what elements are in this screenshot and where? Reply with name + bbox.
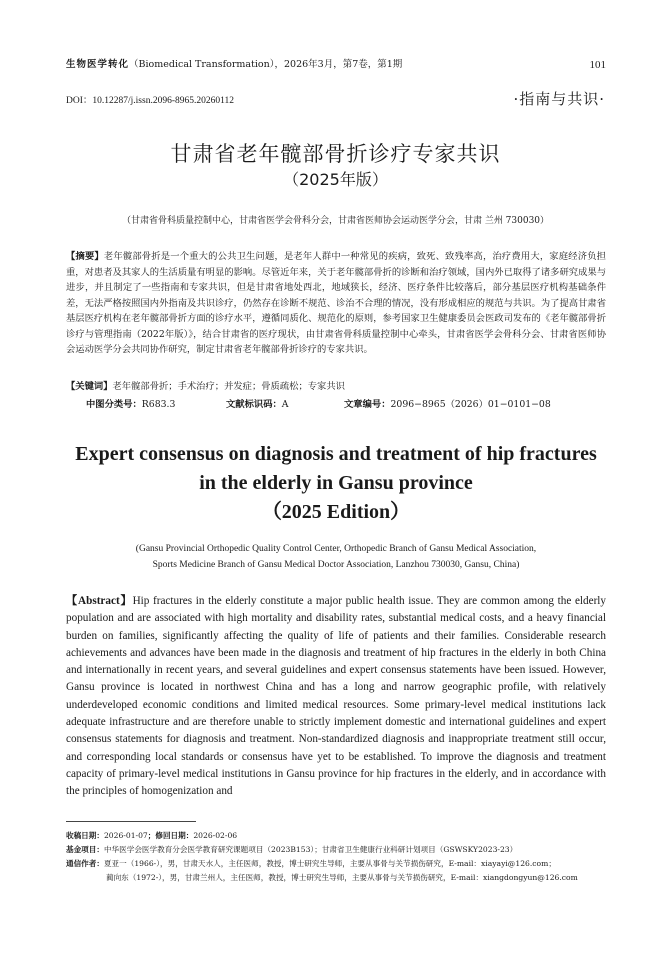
chinese-abstract-label: 【摘要】 — [66, 251, 104, 262]
chinese-affiliation: （甘肃省骨科质量控制中心，甘肃省医学会骨科分会，甘肃省医师协会运动医学分会，甘肃 兰州 730030） — [121, 216, 550, 226]
article-number-label: 文章编号： — [344, 399, 391, 410]
footnotes — [66, 829, 626, 885]
doi: DOI：10.12287/j.issn.2096-8965.20260112 — [66, 96, 235, 106]
corresponding-author-1: 夏亚一（1966-），男，甘肃天水人，主任医师，教授，博士研究生导师，主要从事骨与关节损伤研究，E-mail：xiayayi@126.com； — [103, 859, 556, 868]
fund-text: 中华医学会医学教育分会医学教育研究课题项目（2023B153）；甘肃省卫生健康行业科研计划项目（GSWSKY2023-23） — [103, 845, 518, 854]
english-abstract-label: 【Abstract】 — [66, 595, 133, 607]
footnote-dates — [66, 829, 626, 843]
revised-date: 2026-02-06 — [193, 831, 238, 840]
clc-number — [86, 396, 175, 410]
english-abstract-text: Hip fractures in the elderly constitute a major public health issue. They are common among the elderly population and are associated with high mortality and disability rates, substantial medical costs, and a heavy financial burden on families, significantly affecting the quality of life of patients and their families. Considerable research achievements and advances have been made in the diagnosis and treatment of hip fractures in the elderly in both China and internationally in recent years, and several guidelines and expert consensus statements have been issued. However, Gansu province is located in northwest China and has a long and narrow geographic profile, with relatively underdeveloped economic conditions and limited medical resources. Some primary-level medical institutions lack adequate infrastructure and are therefore unable to strictly implement domestic and international guidelines and expert consensus statements for diagnosis and treatment. Non-standardized diagnosis and inappropriate treatment still occur, and corresponding local standards or consensus have yet to be established. To improve the diagnosis and treatment capacity of primary-level medical institutions in Gansu province for hip fractures in the elderly, and in accordance with the principles of homogenization and — [66, 595, 607, 798]
english-abstract — [66, 593, 606, 801]
chinese-keywords-text: 老年髋部骨折；手术治疗；并发症；骨质疏松；专家共识 — [112, 381, 345, 392]
chinese-abstract — [66, 249, 606, 358]
document-code-label: 文献标识码： — [226, 399, 282, 410]
chinese-keywords-label: 【关键词】 — [66, 381, 113, 392]
footnote-rule — [66, 821, 196, 822]
english-title-text: Expert consensus on diagnosis and treatment of hip fractures in the elderly in Gansu province — [75, 443, 597, 494]
chinese-keywords — [66, 379, 606, 394]
document-code — [226, 396, 289, 410]
english-affiliation-line2: Sports Medicine Branch of Gansu Medical Doctor Association, Lanzhou 730030, Gansu, China) — [152, 560, 520, 570]
revised-label: ；修回日期： — [147, 831, 194, 840]
journal-name: 生物医学转化 — [66, 59, 130, 70]
clc-label: 中图分类号： — [86, 399, 142, 410]
journal-issue-info: （Biomedical Transformation），2026年3月，第7卷，第1期 — [129, 59, 403, 70]
received-date: 2026-01-07 — [103, 831, 148, 840]
chinese-edition: （2025年版） — [283, 170, 388, 189]
running-head — [66, 58, 606, 72]
footnote-fund — [66, 843, 626, 857]
english-edition: （2025 Edition） — [261, 501, 411, 523]
page-number: 101 — [589, 59, 606, 71]
english-affiliation — [66, 541, 606, 573]
column-label: ·指南与共识· — [513, 90, 605, 108]
article-number — [344, 396, 551, 410]
chinese-abstract-text: 老年髋部骨折是一个重大的公共卫生问题，是老年人群中一种常见的疾病，致死、致残率高，治疗费用大，家庭经济负担重，对患者及其家人的生活质量有明显的影响。尽管近年来，关于老年髋部骨折的诊断和治疗领域，国内外已取得了诸多研究成果与进步，并且制定了一些指南和专家共识，但是甘肃省地处西北，地域狭长，经济、医疗条件比较落后，部分基层医疗机构基础条件差，无法严格按照国内外指南及共识诊疗，仍然存在诊断不规范、诊治不合理的情况，没有形成相应的规范与共识。为了提高甘肃省基层医疗机构在老年髋部骨折方面的诊疗水平，遵循同质化、规范化的原则，参考国家卫生健康委员会医政司发布的《老年髋部骨折诊疗与管理指南（2022年版）》，结合甘肃省的医疗现状，由甘肃省骨科质量控制中心牵头，甘肃省医学会骨科分会、甘肃省医师协会运动医学分会共同协作研究，制定甘肃省老年髋部骨折诊疗的专家共识。 — [66, 251, 606, 355]
clc-value: R683.3 — [141, 399, 176, 410]
article-number-value: 2096−8965（2026）01−0101−08 — [390, 399, 551, 410]
chinese-title: 甘肃省老年髋部骨折诊疗专家共识 — [170, 142, 501, 166]
corresponding-label: 通信作者： — [66, 859, 104, 868]
footnote-corresponding-1 — [66, 857, 626, 871]
footnote-corresponding-2: 蔺向东（1972-），男，甘肃兰州人，主任医师，教授，博士研究生导师，主要从事骨与关节损伤研究，E-mail：xiangdongyun@126.com — [106, 873, 578, 882]
english-title — [66, 440, 606, 527]
english-affiliation-line1: (Gansu Provincial Orthopedic Quality Control Center, Orthopedic Branch of Gansu Medical Association, — [135, 544, 537, 554]
received-label: 收稿日期： — [66, 831, 104, 840]
fund-label: 基金项目： — [66, 845, 104, 854]
document-code-value: A — [281, 399, 289, 410]
